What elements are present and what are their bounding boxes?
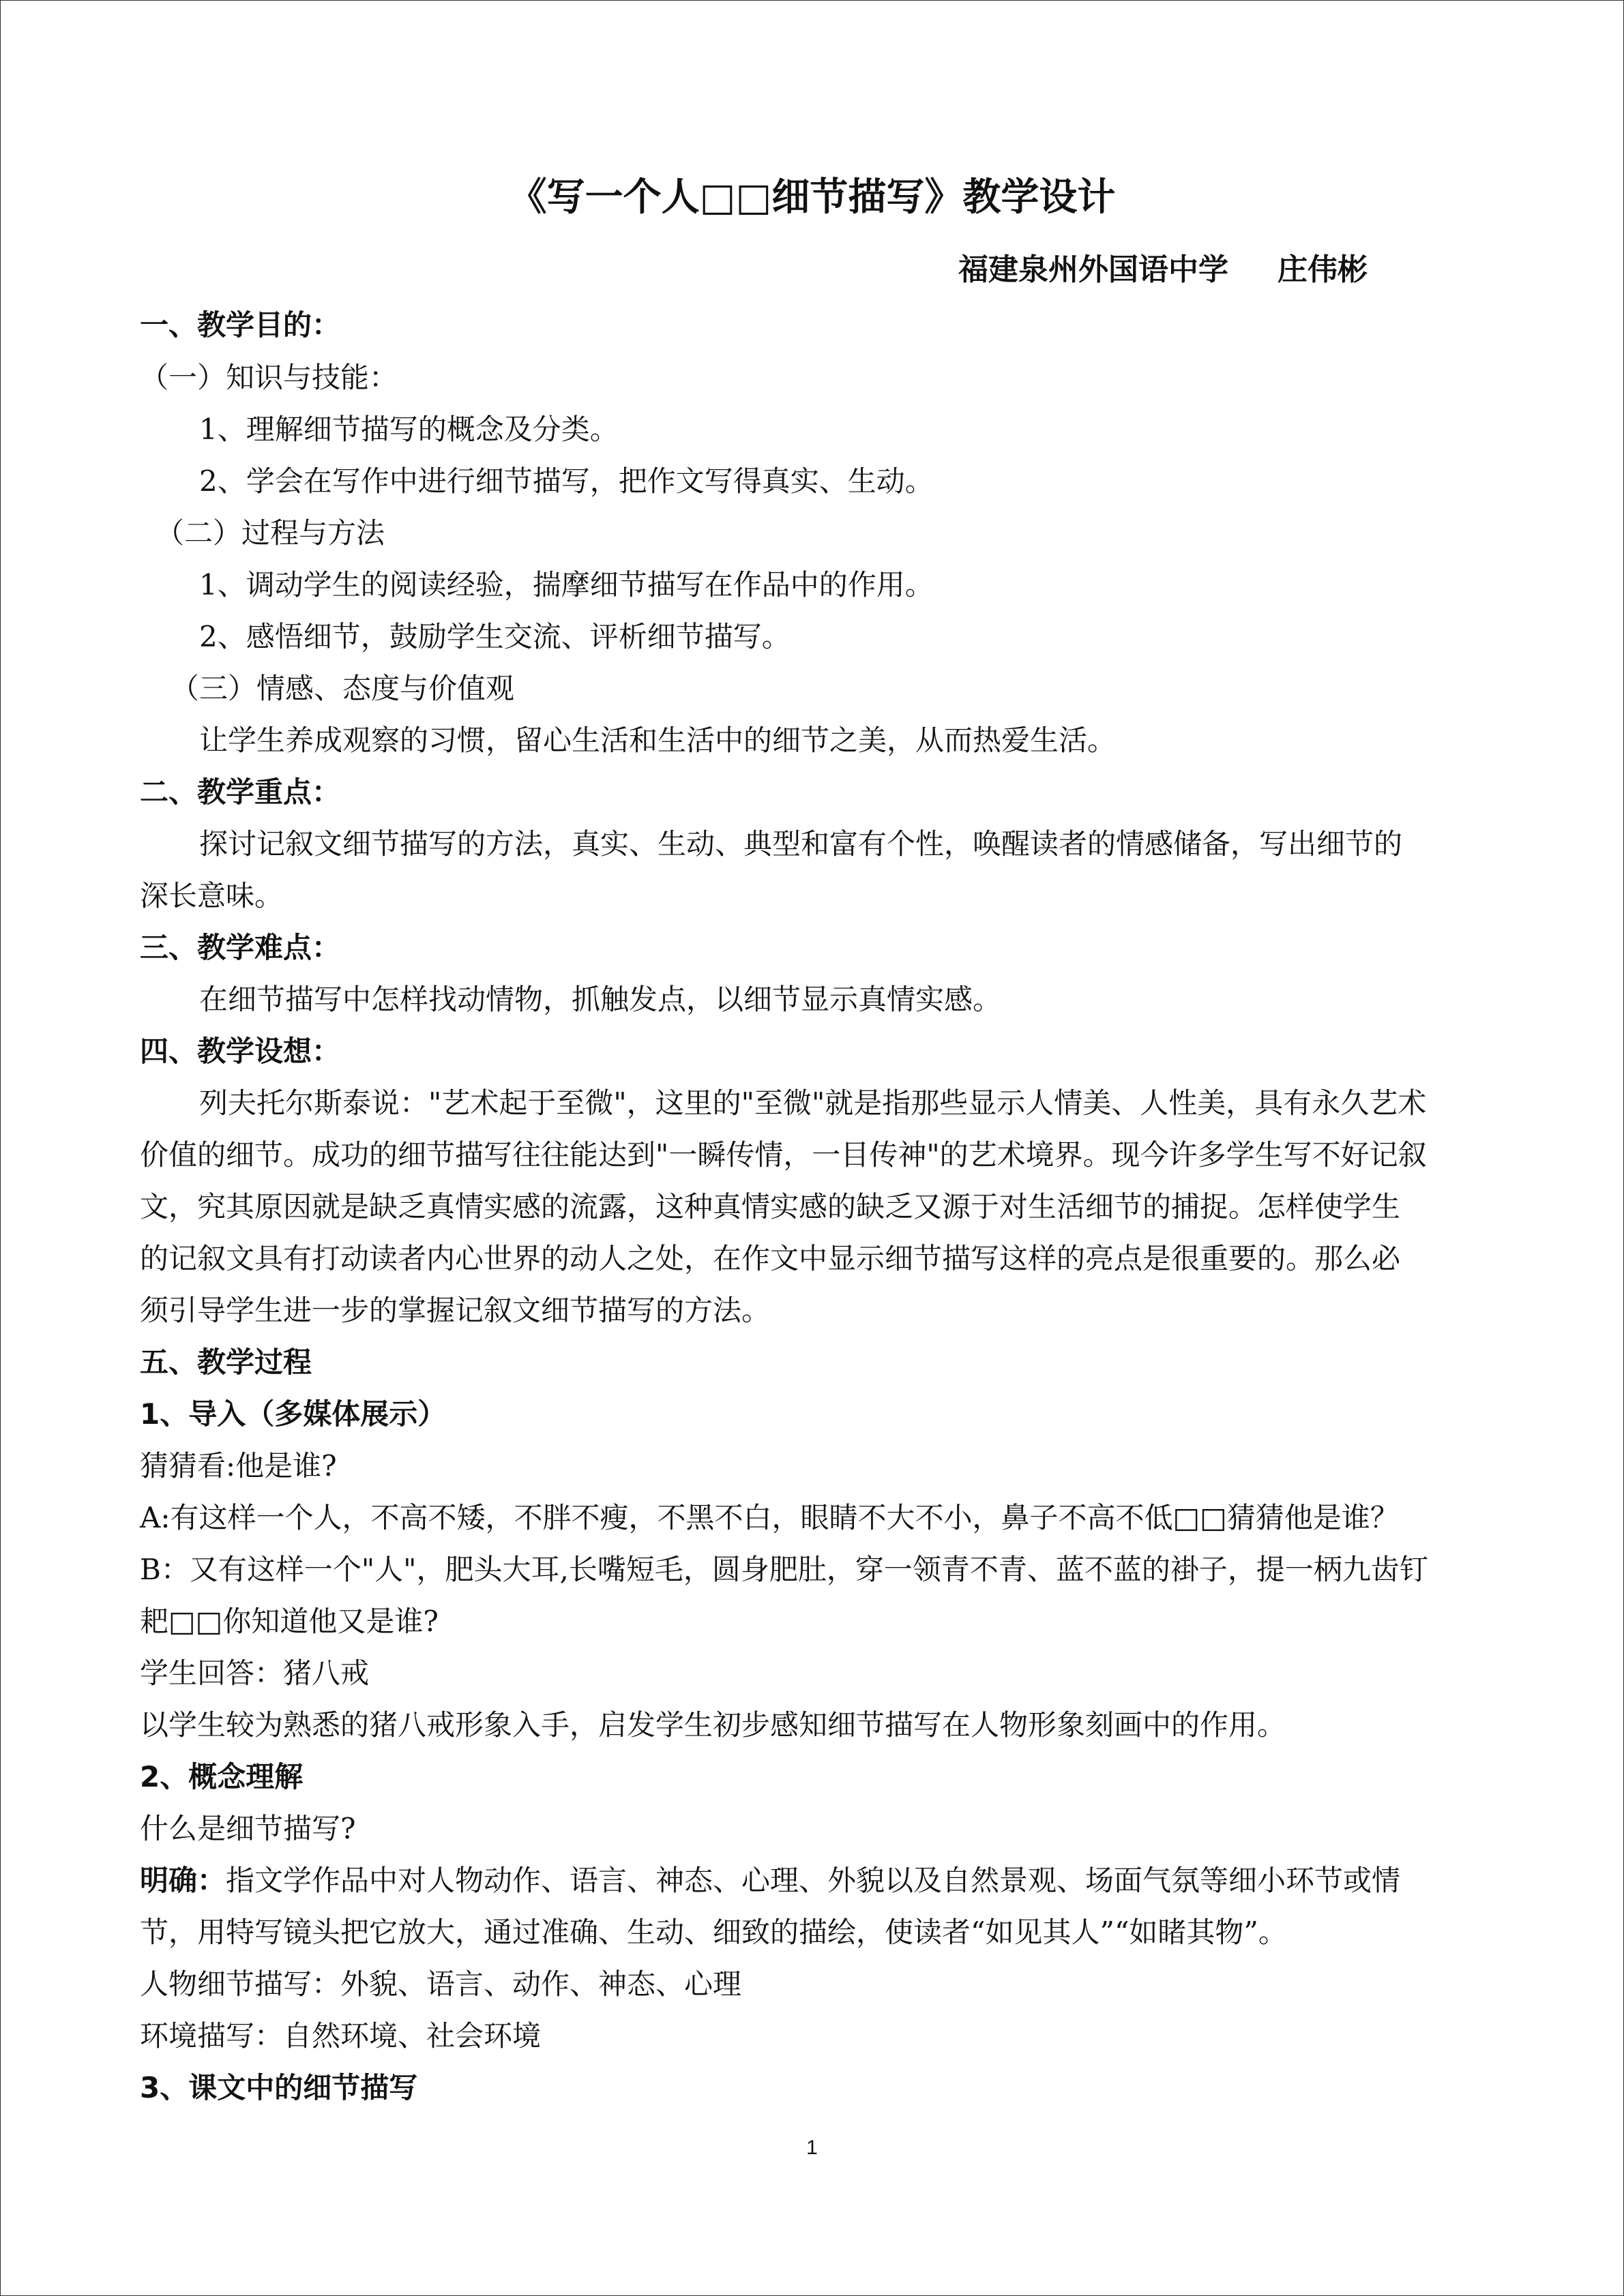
subheading-process-method: （二）过程与方法 [156,516,385,550]
paragraph-line: 节，用特写镜头把它放大，通过准确、生动、细致的描绘，使读者“如见其人”“如睹其物”。 [140,1915,1287,1949]
paragraph-line: A:有这样一个人，不高不矮，不胖不瘦，不黑不白，眼睛不大不小，鼻子不高不低□□猜猜他是谁？ [140,1501,1399,1534]
author-name: 庄伟彬 [1278,252,1368,287]
paragraph-line: 价值的细节。成功的细节描写往往能达到"一瞬传情，一目传神"的艺术境界。现今许多学生写不好记叙 [140,1138,1427,1172]
paragraph-line: 猜猜看:他是谁? [140,1449,337,1482]
list-item: 2、感悟细节，鼓励学生交流、评析细节描写。 [199,620,791,653]
page-number: 1 [806,2136,818,2159]
definition-text: 指文学作品中对人物动作、语言、神态、心理、外貌以及自然景观、场面气氛等细小环节或情 [226,1864,1401,1897]
subheading-knowledge-skills: （一）知识与技能： [140,361,398,394]
paragraph-line: 学生回答：猪八戒 [140,1656,370,1690]
paragraph-line: 人物细节描写：外貌、语言、动作、神态、心理 [140,1967,742,2001]
author-line [958,250,1368,290]
section-heading-key-points: 二、教学重点： [140,775,341,809]
paragraph-line: 探讨记叙文细节描写的方法，真实、生动、典型和富有个性，唤醒读者的情感储备，写出细节的 [199,827,1403,861]
paragraph-line: 文，究其原因就是缺乏真情实感的流露，这种真情实感的缺乏又源于对生活细节的捕捉。怎样使学生 [140,1190,1401,1223]
paragraph-line: B：又有这样一个"人"，肥头大耳,长嘴短毛，圆身肥肚，穿一领青不青、蓝不蓝的褂子，提一柄九齿钉 [140,1553,1428,1586]
paragraph-line: 以学生较为熟悉的猪八戒形象入手，启发学生初步感知细节描写在人物形象刻画中的作用。 [140,1708,1286,1742]
list-item: 1、理解细节描写的概念及分类。 [199,413,619,446]
list-item: 1、调动学生的阅读经验，揣摩细节描写在作品中的作用。 [199,568,934,601]
paragraph-line: 什么是细节描写? [140,1812,356,1845]
paragraph-line: 耙□□你知道他又是谁? [140,1605,439,1638]
paragraph-line: 让学生养成观察的习惯，留心生活和生活中的细节之美，从而热爱生活。 [199,724,1117,757]
section-heading-objectives: 一、教学目的： [140,308,341,342]
step-heading-introduction: 1、导入（多媒体展示） [140,1397,447,1431]
subheading-emotion-values: （三）情感、态度与价值观 [171,672,515,705]
step-heading-concept: 2、概念理解 [140,1760,304,1793]
list-item: 2、学会在写作中进行细节描写，把作文写得真实、生动。 [199,464,934,498]
paragraph-line: 深长意味。 [140,879,284,912]
document-title: 《写一个人□□细节描写》教学设计 [508,175,1116,220]
paragraph-line: 环境描写：自然环境、社会环境 [140,2019,542,2053]
school-name: 福建泉州外国语中学 [958,252,1228,287]
section-heading-difficulties: 三、教学难点： [140,931,341,964]
paragraph-line: 须引导学生进一步的掌握记叙文细节描写的方法。 [140,1294,771,1327]
paragraph-line [140,1861,1400,1900]
paragraph-line: 在细节描写中怎样找动情物，抓触发点，以细节显示真情实感。 [199,983,1002,1016]
section-heading-process: 五、教学过程 [140,1345,312,1379]
paragraph-line: 列夫托尔斯泰说："艺术起于至微"，这里的"至微"就是指那些显示人情美、人性美，具有永久艺术 [199,1086,1427,1120]
paragraph-line: 的记叙文具有打动读者内心世界的动人之处，在作文中显示细节描写这样的亮点是很重要的。那么必 [140,1242,1401,1275]
definition-label: 明确： [140,1864,226,1897]
step-heading-text-details: 3、课文中的细节描写 [140,2071,418,2104]
section-heading-design-idea: 四、教学设想： [140,1034,341,1068]
